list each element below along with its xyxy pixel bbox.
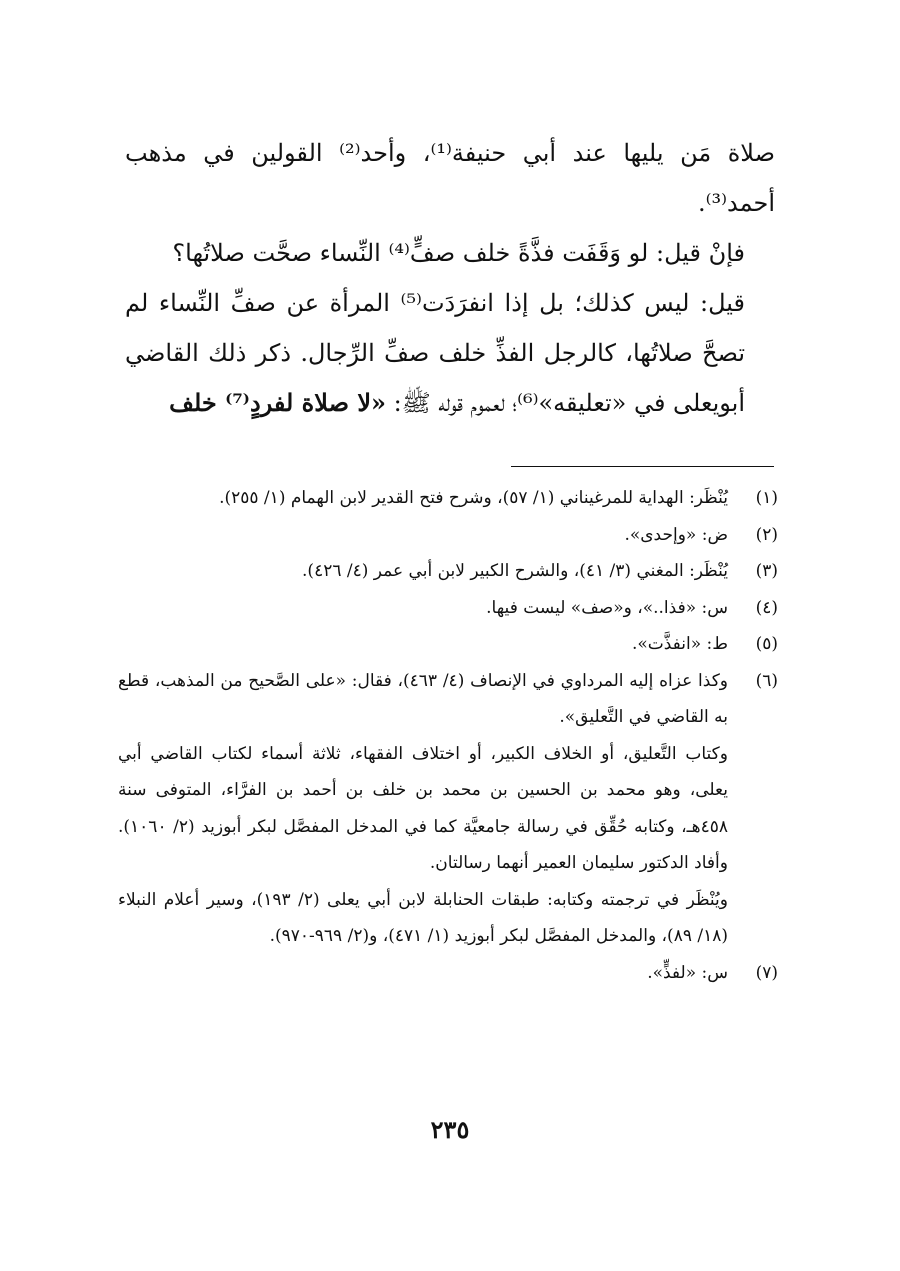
- footnotes: [118, 480, 778, 991]
- footnote-text: س: «لفذٍّ».: [647, 962, 728, 983]
- footnote-number: (١): [755, 488, 778, 508]
- main-line-2: فإنْ قيل: لو وَقَفَت فذَّةً خلف صفٍّ⁽⁴⁾ النِّساء صحَّت صلاتُها؟: [172, 239, 745, 267]
- footnote-text: يُنْظَر: الهداية للمرغيناني (١/ ٥٧)، وشرح فتح القدير لابن الهمام (١/ ٢٥٥).: [219, 488, 728, 508]
- footnote-7: [118, 955, 778, 992]
- page-number: ٢٣٥: [430, 1115, 470, 1144]
- footnote-text: يُنْظَر: المغني (٣/ ٤١)، والشرح الكبير لابن أبي عمر (٤/ ٤٢٦).: [302, 561, 728, 581]
- footnote-2: [118, 517, 778, 554]
- footnote-text: ط: «انفذَّت».: [631, 634, 728, 654]
- footnote-number: (٣): [755, 561, 778, 581]
- hadith-quote: «لا صلاة لفردٍ⁽⁷⁾ خلف: [169, 388, 386, 417]
- footnote-number: (٧): [755, 962, 778, 983]
- footnote-4: [118, 590, 778, 627]
- footnote-text: ض: «وإحدى».: [624, 524, 728, 545]
- footnote-number: (٢): [755, 524, 778, 545]
- footnote-number: (٦): [755, 670, 778, 691]
- footnote-6: [118, 663, 778, 955]
- main-text: [125, 128, 775, 428]
- footnote-text-paragraph-3: ويُنْظَر في ترجمته وكتابه: طبقات الحنابلة لابن أبي يعلى (٢/ ١٩٣)، وسير أعلام النبلاء (١٨/ ٨٩)، والمدخل المفصَّل لبكر أبوزيد (١/ ٤٧١)، و(٢/ ٩٦٩-٩٧٠).: [118, 889, 728, 946]
- main-paragraph-3: [125, 278, 775, 428]
- footnote-1: [118, 480, 778, 517]
- footnote-text-paragraph-2: وكتاب التَّعليق، أو الخلاف الكبير، أو اختلاف الفقهاء، ثلاثة أسماء لكتاب القاضي أبي يعلى، وهو محمد بن الحسين بن محمد بن خلف بن أحمد بن الفرَّاء، المتوفى سنة ٤٥٨هـ، وكتابه حُقِّق في رسالة جامعيَّة كما في المدخل المفصَّل لبكر أبوزيد (٢/ ١٠٦٠). وأفاد الدكتور سليمان العمير أنهما رسالتان.: [118, 743, 728, 873]
- footnote-5: [118, 626, 778, 663]
- footnote-divider: [511, 466, 774, 467]
- main-line-1: صلاة مَن يليها عند أبي حنيفة⁽¹⁾، وأحد⁽²⁾ القولين في مذهب أحمد⁽³⁾.: [125, 139, 776, 217]
- footnote-text: س: «فذا..»، و«صف» ليست فيها.: [486, 597, 728, 618]
- main-paragraph-3-text: قيل: ليس كذلك؛ بل إذا انفرَدَت⁽⁵⁾ المرأة عن صفِّ النِّساء لم تصحَّ صلاتُها، كالرجل الفذِّ خلف صفِّ الرِّجال. ذكر ذلك القاضي أبويعلى في «تعليقه»⁽⁶⁾؛ لعموم قوله ﷺ:: [125, 289, 745, 417]
- footnote-text-paragraph-1: وكذا عزاه إليه المرداوي في الإنصاف (٤/ ٤٦٣)، فقال: «على الصَّحيح من المذهب، قطع به القاضي في التَّعليق».: [118, 670, 728, 727]
- footnote-number: (٥): [755, 634, 778, 654]
- footnote-3: [118, 553, 778, 590]
- footnote-number: (٤): [755, 597, 778, 618]
